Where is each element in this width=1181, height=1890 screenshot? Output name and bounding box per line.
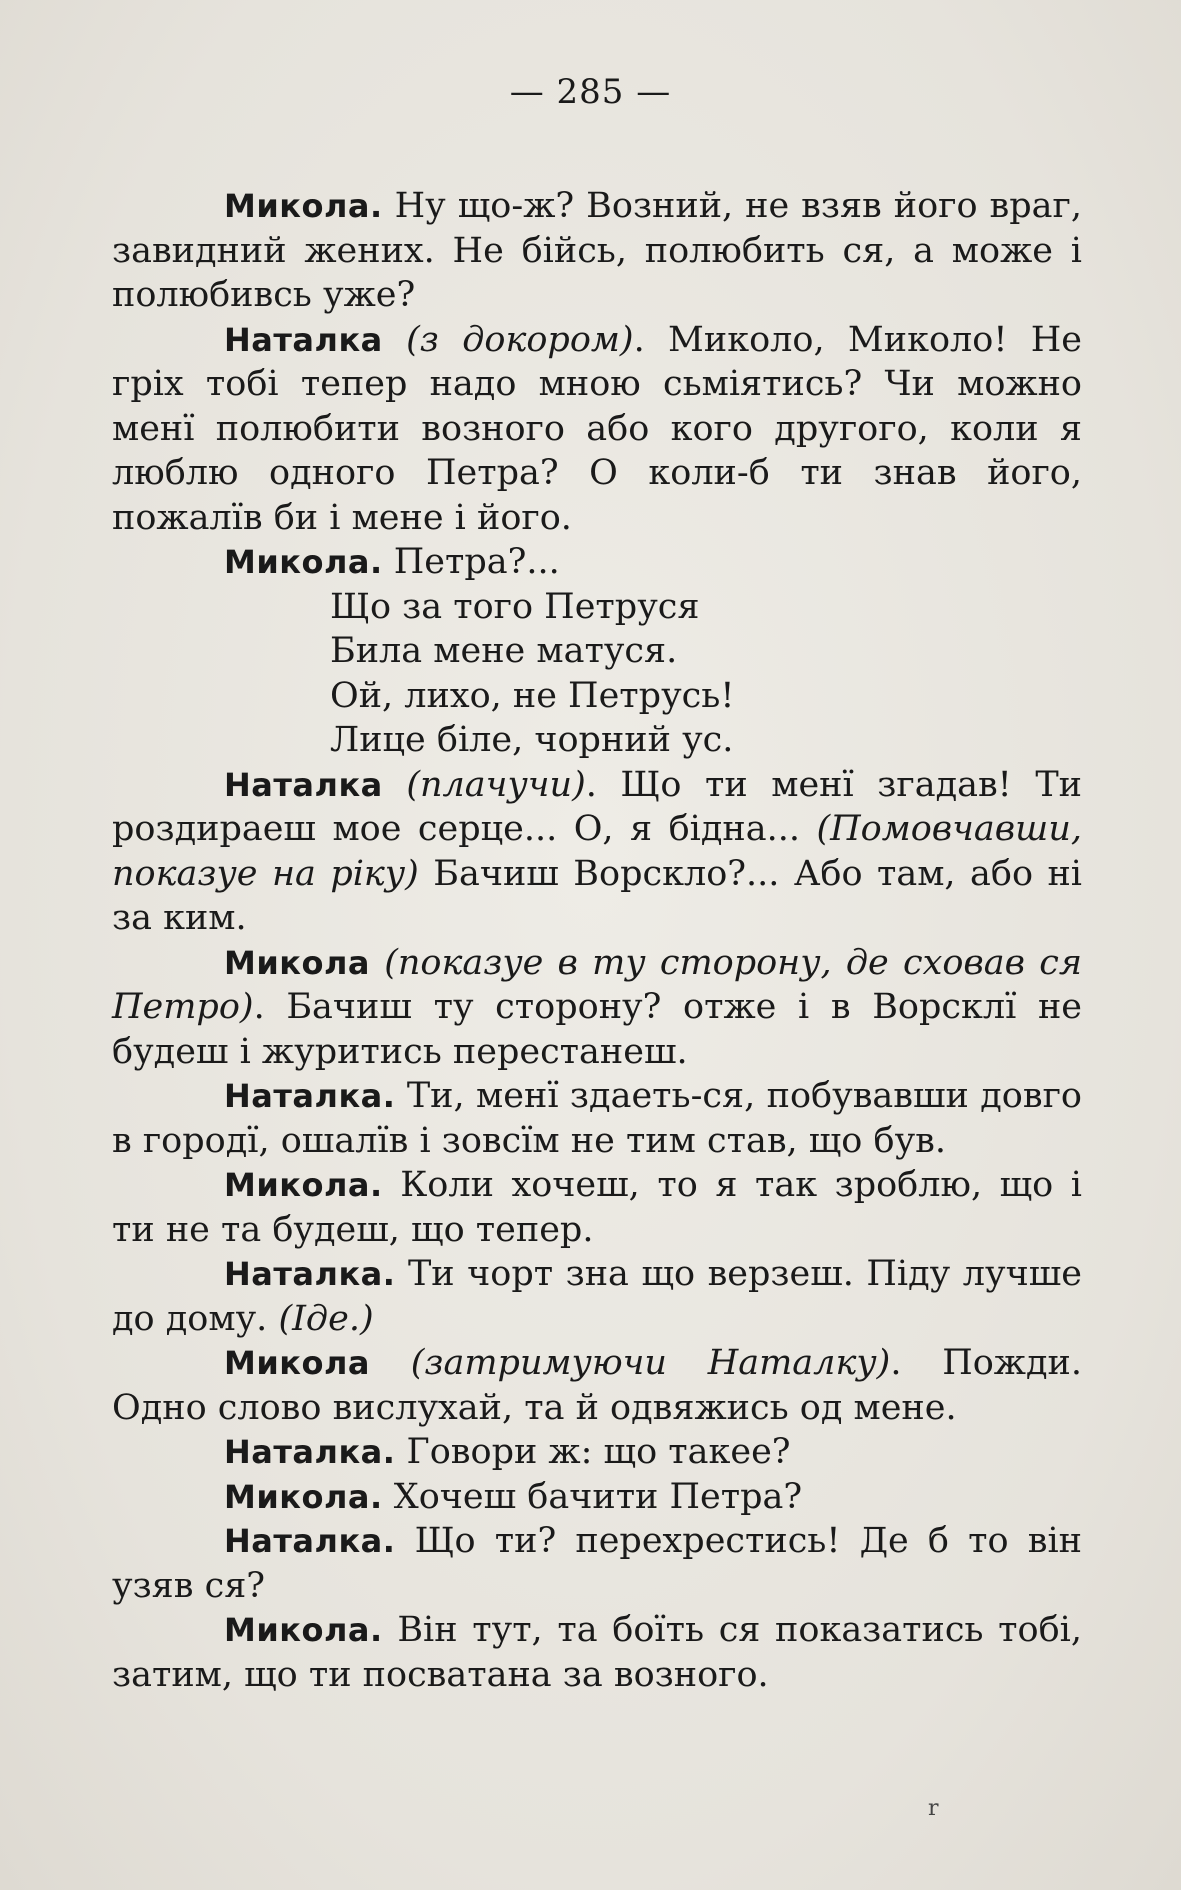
stage-direction: (показуе в ту сторону, де сховав ся Петро) bbox=[112, 942, 1082, 1027]
speaker-name: Микола bbox=[224, 1344, 370, 1382]
page-number: — 285 — bbox=[509, 72, 672, 112]
dialogue-text: Хочеш бачити Петра? bbox=[382, 1476, 803, 1517]
stage-direction: (затримуючи Наталку) bbox=[370, 1343, 891, 1383]
paragraph-10 bbox=[112, 1430, 1082, 1475]
paragraph-3 bbox=[112, 540, 1082, 585]
paragraph-9 bbox=[112, 1341, 1082, 1430]
dialogue-text: Бачиш Ворскло?... Або там, або ні за ким. bbox=[112, 853, 1082, 938]
dialogue-text: . Бачиш ту сторону? отже і в Ворсклї не будеш і журитись перестанеш. bbox=[112, 987, 1082, 1072]
dialogue-text: Ти чорт зна що верзеш. Піду лучше до дому. bbox=[112, 1254, 1082, 1339]
paragraph-5 bbox=[112, 941, 1082, 1075]
dialogue-text: Ну що-ж? Возний, не взяв його враг, завидний жених. Не бійсь, полюбить ся, а може і полюбивсь уже? bbox=[112, 186, 1082, 315]
stage-direction: (Іде.) bbox=[278, 1298, 374, 1339]
verse-line: Лице біле, чорний ус. bbox=[330, 720, 734, 760]
paragraph-8 bbox=[112, 1252, 1082, 1341]
speaker-name: Микола bbox=[224, 943, 370, 982]
speaker-name: Микола. bbox=[224, 187, 383, 225]
speaker-name: Наталка. bbox=[224, 1433, 396, 1471]
paragraph-12 bbox=[112, 1519, 1082, 1608]
speaker-name: Микола. bbox=[224, 543, 383, 581]
printer-mark: r bbox=[928, 1796, 939, 1821]
verse-line: Била мене матуся. bbox=[330, 631, 678, 671]
stage-direction: (з докором) bbox=[382, 319, 634, 360]
speaker-name: Наталка bbox=[224, 320, 383, 359]
verse-line: Ой, лихо, не Петрусь! bbox=[330, 675, 735, 716]
speaker-name: Наталка. bbox=[224, 1077, 396, 1115]
paragraph-6 bbox=[112, 1074, 1082, 1163]
dialogue-text: . Пожди. Одно слово вислухай, та й одвяжись од мене. bbox=[112, 1343, 1082, 1428]
page-text bbox=[112, 184, 1082, 1697]
stage-direction: (Помовчавши, показуе на ріку) bbox=[112, 809, 1082, 894]
dialogue-text: . Що ти менї згадав! Ти роздираеш мое серце... О, я бідна... bbox=[112, 764, 1082, 849]
dialogue-text: Ти, менї здаеть-ся, побувавши довго в городї, ошалїв і зовсїм не тим став, що був. bbox=[112, 1076, 1082, 1161]
dialogue-text: Говори ж: що такее? bbox=[395, 1432, 791, 1472]
verse-line: Що за того Петруся bbox=[330, 586, 700, 627]
speaker-name: Микола. bbox=[224, 1166, 383, 1204]
paragraph-2 bbox=[112, 318, 1082, 541]
paragraph-7 bbox=[112, 1163, 1082, 1252]
paragraph-11 bbox=[112, 1475, 1082, 1520]
dialogue-text: Петра?... bbox=[382, 542, 560, 582]
dialogue-text: Він тут, та боїть ся показатись тобі, затим, що ти посватана за возного. bbox=[112, 1610, 1082, 1695]
speaker-name: Наталка. bbox=[224, 1522, 396, 1560]
speaker-name: Наталка. bbox=[224, 1255, 396, 1293]
dialogue-text: Коли хочеш, то я так зроблю, що і ти не та будеш, що тепер. bbox=[112, 1165, 1082, 1250]
paragraph-4 bbox=[112, 763, 1082, 941]
stage-direction: (плачучи) bbox=[382, 764, 586, 805]
speaker-name: Наталка bbox=[224, 765, 383, 804]
dialogue-text: . Миколо, Миколо! Не гріх тобі тепер надо мною сьміятись? Чи можно менї полюбити возного або кого другого, коли я люблю одного Петра? О коли-б ти знав його, пожалїв би і мене і його. bbox=[112, 319, 1082, 538]
paragraph-13 bbox=[112, 1608, 1082, 1697]
dialogue-text: Що ти? перехрестись! Де б то він узяв ся? bbox=[112, 1521, 1082, 1606]
speaker-name: Микола. bbox=[224, 1611, 383, 1649]
speaker-name: Микола. bbox=[224, 1477, 383, 1516]
song-verse bbox=[112, 585, 1082, 763]
paragraph-1 bbox=[112, 184, 1082, 318]
